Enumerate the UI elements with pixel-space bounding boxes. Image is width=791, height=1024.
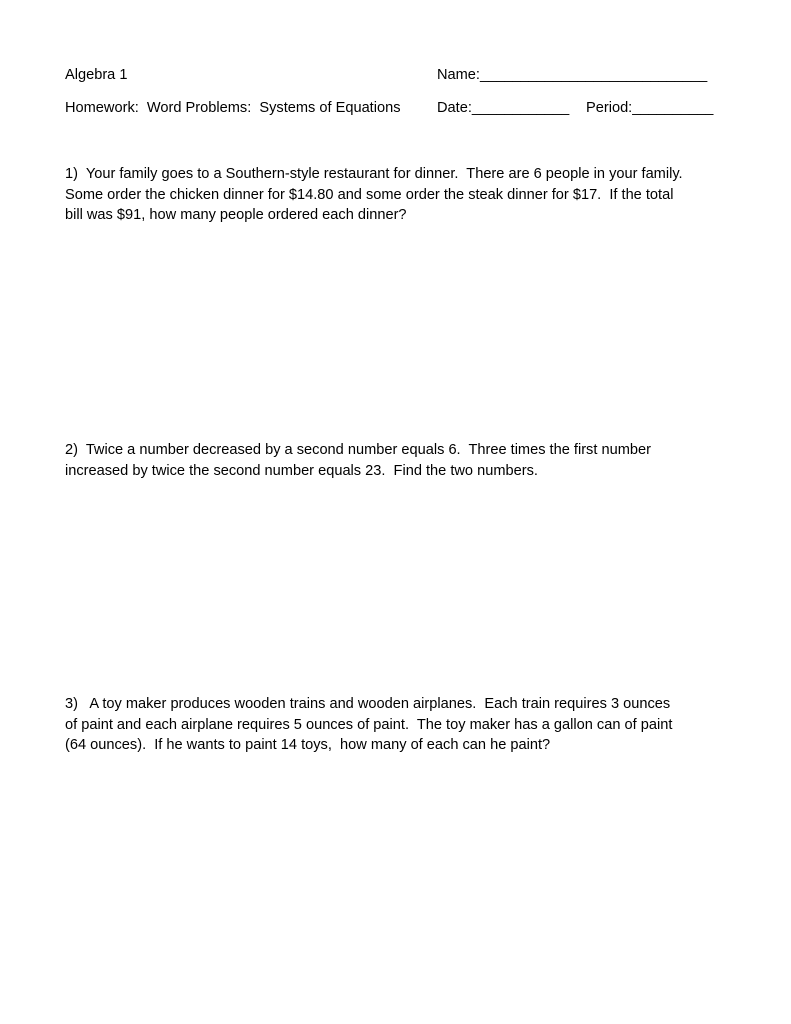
period-field: Period:__________: [586, 100, 714, 116]
problem-2-line-2: increased by twice the second number equals 23. Find the two numbers.: [65, 462, 538, 479]
date-field: Date:____________: [437, 100, 570, 116]
name-field: Name:____________________________: [437, 67, 708, 83]
problem-3-line-2: of paint and each airplane requires 5 ounces of paint. The toy maker has a gallon can of paint: [65, 716, 673, 733]
problem-1-line-3: bill was $91, how many people ordered each dinner?: [65, 207, 407, 223]
problem-1-line-2: Some order the chicken dinner for $14.80 and some order the steak dinner for $17. If the total: [65, 186, 674, 203]
problem-1-line-1: 1) Your family goes to a Southern-style restaurant for dinner. There are 6 people in your family.: [65, 166, 683, 182]
assignment-title: Homework: Word Problems: Systems of Equations: [65, 100, 401, 116]
problem-3-line-3: (64 ounces). If he wants to paint 14 toys, how many of each can he paint?: [65, 737, 551, 753]
problem-2-line-1: 2) Twice a number decreased by a second number equals 6. Three times the first number: [65, 442, 651, 458]
problem-3-line-1: 3) A toy maker produces wooden trains and wooden airplanes. Each train requires 3 ounces: [65, 696, 671, 712]
problem-3: [65, 694, 745, 756]
problem-1: [65, 164, 745, 226]
course-title: Algebra 1: [65, 67, 128, 83]
problem-2: [65, 440, 745, 481]
